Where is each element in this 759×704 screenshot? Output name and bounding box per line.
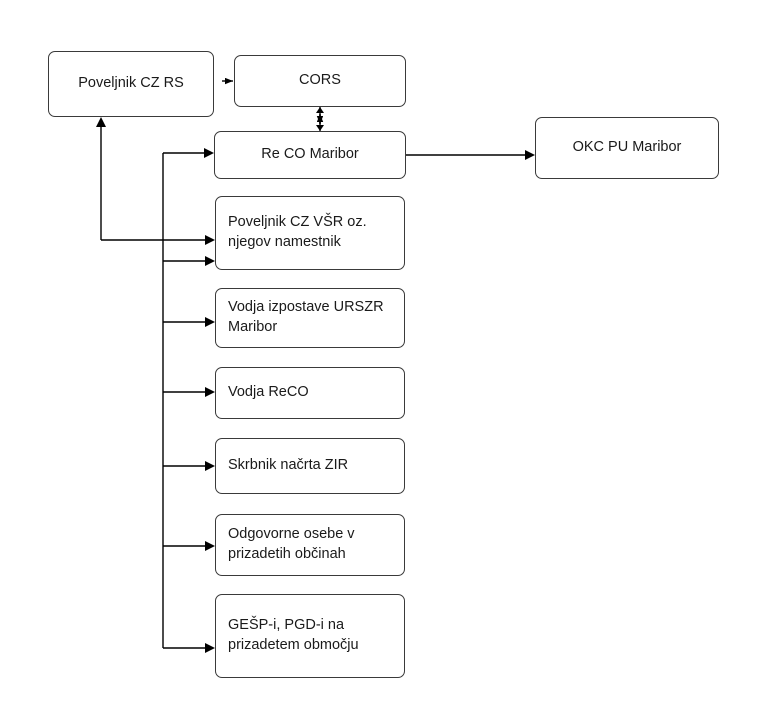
- node-poveljnik-cz-rs[interactable]: [48, 51, 214, 117]
- node-cors[interactable]: [234, 55, 406, 107]
- node-vodja-izpostave-urszr-maribor[interactable]: [215, 288, 405, 348]
- node-okc-pu-maribor[interactable]: [535, 117, 719, 179]
- node-label: Vodja ReCO: [228, 384, 309, 401]
- node-label: Vodja izpostave URSZR Maribor: [228, 299, 384, 335]
- node-label: Odgovorne osebe v prizadetih občinah: [228, 526, 355, 562]
- node-label: Re CO Maribor: [261, 146, 359, 163]
- edge-bus-to-gesp-pgd: [163, 643, 215, 653]
- node-poveljnik-cz-vsr[interactable]: [215, 196, 405, 270]
- node-label: Poveljnik CZ VŠR oz. njegov namestnik: [228, 214, 367, 250]
- node-label: Poveljnik CZ RS: [78, 75, 184, 92]
- node-vodja-reco[interactable]: [215, 367, 405, 419]
- edge-bus-to-poveljnik-cz-vsr-2: [163, 256, 215, 266]
- edge-reco-to-okc: [406, 150, 535, 160]
- node-re-co-maribor[interactable]: [214, 131, 406, 179]
- edge-bus-to-reco: [163, 148, 214, 158]
- edge-bus-to-vodja-izpostave: [163, 317, 215, 327]
- edge-cors-reco-bidirectional: [316, 107, 324, 131]
- node-label: Skrbnik načrta ZIR: [228, 457, 349, 474]
- edge-bus-to-odgovorne-osebe: [163, 541, 215, 551]
- node-label: CORS: [299, 72, 341, 89]
- node-label: GEŠP-i, PGD-i na prizadetem območju: [228, 617, 359, 653]
- node-skrbnik-nacrta-zir[interactable]: [215, 438, 405, 494]
- node-odgovorne-osebe[interactable]: [215, 514, 405, 576]
- node-label: OKC PU Maribor: [572, 139, 682, 156]
- node-gesp-pgd[interactable]: [215, 594, 405, 678]
- edge-bus-to-vodja-reco: [163, 387, 215, 397]
- edge-bus-to-poveljnik-cz-rs: [96, 117, 163, 240]
- edge-bus-to-skrbnik-nacrta: [163, 461, 215, 471]
- edge-bus-to-poveljnik-cz-vsr: [163, 235, 215, 245]
